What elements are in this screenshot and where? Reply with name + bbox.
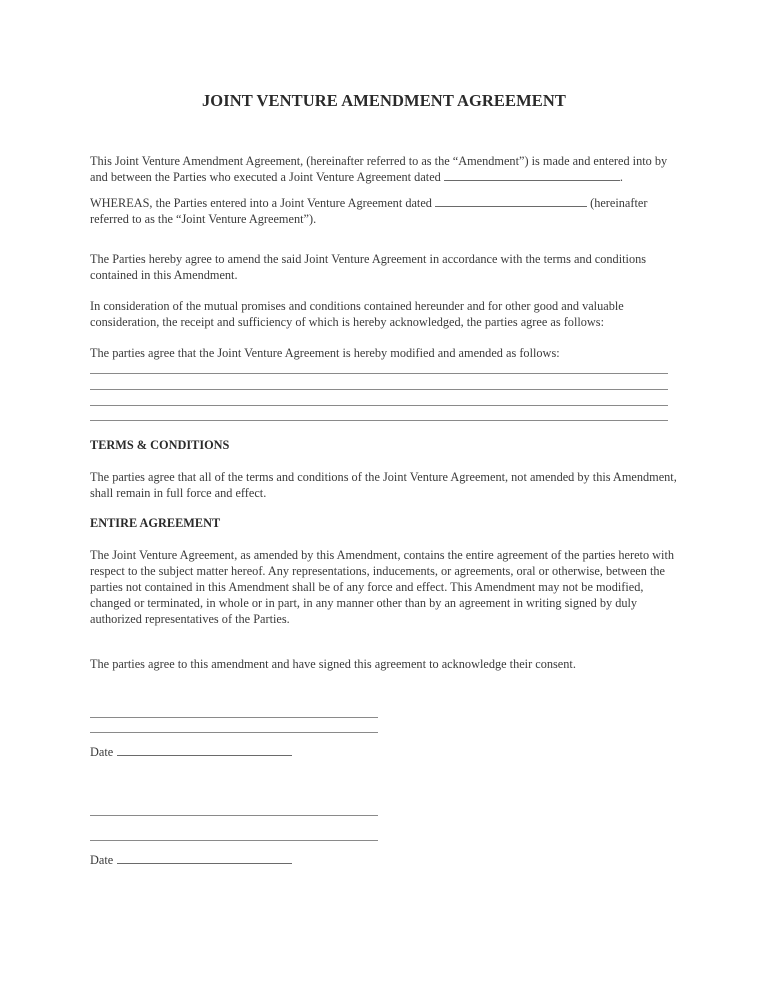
- amendment-line-1[interactable]: [90, 373, 668, 374]
- amendment-line-3[interactable]: [90, 405, 668, 406]
- entire-agreement-paragraph: The Joint Venture Agreement, as amended by this Amendment, contains the entire agreement of the parties hereto with respect to the subject matter hereof. Any representations, inducements, or agreements, oral or otherwise, between the parties not contained in this Amendment shall be of any force and effect. This Amendment may not be modified, changed or terminated, in whole or in part, in any manner other than by an agreement in writing signed by duly authorized representatives of the Parties.: [90, 548, 675, 626]
- entire-agreement-heading: ENTIRE AGREEMENT: [90, 516, 221, 530]
- terms-paragraph: The parties agree that all of the terms and conditions of the Joint Venture Agreement, not amended by this Amendment, shall remain in full force and effect.: [90, 470, 677, 500]
- document-title: JOINT VENTURE AMENDMENT AGREEMENT: [201, 91, 567, 110]
- intro-period: .: [619, 170, 623, 184]
- name-line-2[interactable]: [90, 840, 378, 841]
- agree-amend-paragraph: The Parties hereby agree to amend the said Joint Venture Agreement in accordance with the terms and conditions contained in this Amendment.: [90, 252, 647, 282]
- whereas-paragraph: [90, 195, 680, 227]
- whereas-end-text: (hereinafter referred to as the “Joint Venture Agreement”).: [90, 196, 648, 226]
- date-label-2: Date: [90, 853, 114, 867]
- whereas-text: WHEREAS, the Parties entered into a Joint Venture Agreement dated: [90, 196, 432, 210]
- date-field-2: [90, 852, 292, 868]
- date-blank-1[interactable]: [117, 744, 292, 756]
- signature-line-2[interactable]: [90, 815, 378, 816]
- date-field-1: [90, 744, 292, 760]
- date-label-1: Date: [90, 745, 114, 759]
- name-line-1[interactable]: [90, 732, 378, 733]
- amendment-line-4[interactable]: [90, 420, 668, 421]
- consideration-paragraph: In consideration of the mutual promises and conditions contained hereunder and for other good and valuable consideration, the receipt and sufficiency of which is hereby acknowledged, the parties agree as follows:: [90, 299, 624, 329]
- signature-line-1[interactable]: [90, 717, 378, 718]
- intro-text: This Joint Venture Amendment Agreement, (hereinafter referred to as the “Amendment”) is made and entered into by and between the Parties who executed a Joint Venture Agreement dated: [90, 154, 668, 184]
- agreement-date-blank[interactable]: [444, 169, 620, 181]
- whereas-date-blank[interactable]: [435, 195, 587, 207]
- date-blank-2[interactable]: [117, 852, 292, 864]
- consent-paragraph: The parties agree to this amendment and have signed this agreement to acknowledge their consent.: [90, 657, 576, 671]
- amendment-line-2[interactable]: [90, 389, 668, 390]
- intro-paragraph: [90, 153, 680, 185]
- terms-heading: TERMS & CONDITIONS: [90, 438, 230, 452]
- modified-paragraph: The parties agree that the Joint Venture Agreement is hereby modified and amended as follows:: [90, 346, 560, 360]
